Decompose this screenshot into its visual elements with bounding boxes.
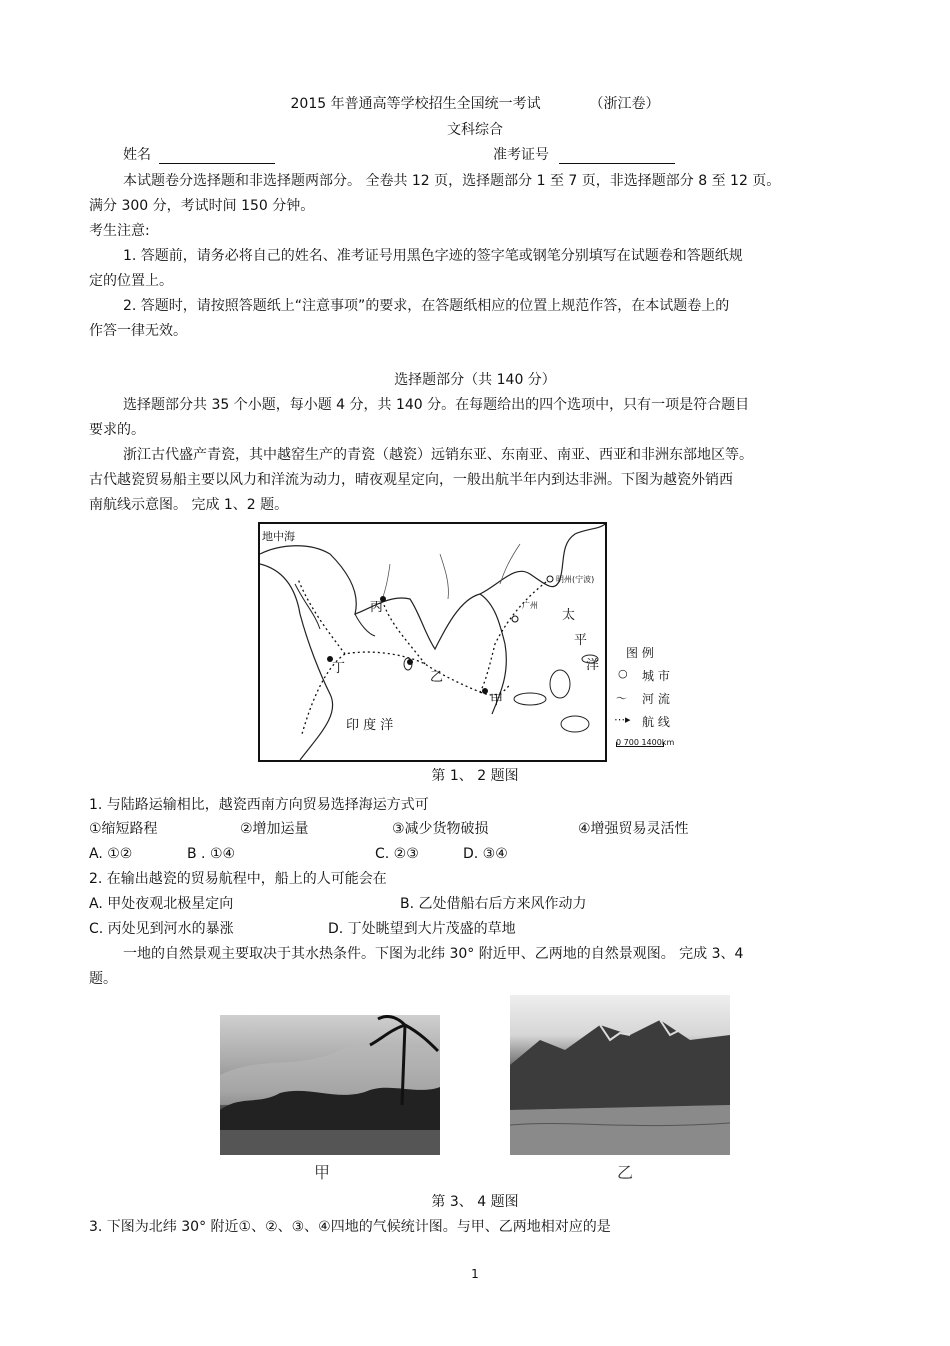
q1-option-4: ④增强贸易灵活性 (578, 821, 689, 837)
notice-1b: 定的位置上。 (89, 273, 173, 289)
q3-stem: 3. 下图为北纬 30° 附近①、②、③、④四地的气候统计图。与甲、乙两地相对应的是 (89, 1219, 611, 1235)
id-label: 准考证号 (493, 147, 549, 163)
q2-choice-b: B. 乙处借船右后方来风作动力 (400, 896, 587, 912)
label-indian-ocean: 印 度 洋 (346, 718, 394, 733)
label-jia: 甲 (490, 693, 504, 708)
route-gulf (383, 602, 425, 664)
label-guangzhou: 广州 (522, 601, 538, 610)
legend-route-icon: ⋯▸ (614, 713, 631, 726)
africa-coast (260, 564, 333, 760)
persian-gulf (355, 614, 375, 636)
intro-line-1: 本试题卷分选择题和非选择题两部分。 全卷共 12 页，选择题部分 1 至 7 页，非选择题部分 8 至 12 页。 (123, 173, 781, 189)
point-yi (407, 659, 413, 665)
passage1-c: 南航线示意图。 完成 1、2 题。 (89, 497, 289, 513)
photo-jia-drawing (220, 1015, 440, 1155)
q1-option-3: ③减少货物破损 (392, 821, 489, 837)
photo-jia-label: 甲 (314, 1163, 331, 1182)
section-desc-a: 选择题部分共 35 个小题，每小题 4 分，共 140 分。在每题给出的四个选项中，只有一项是符合题目 (123, 397, 750, 413)
photos-caption: 第 3、 4 题图 (431, 1194, 519, 1210)
city-guangzhou (512, 616, 518, 622)
q1-choice-a: A. ①② (89, 846, 133, 862)
island-3 (561, 716, 589, 732)
photo-yi-label: 乙 (617, 1163, 634, 1182)
photo-yi (510, 995, 730, 1155)
name-field (123, 146, 275, 164)
exam-title: 2015 年普通高等学校招生全国统一考试 (290, 96, 541, 112)
name-blank (159, 149, 275, 164)
q2-choice-c: C. 丙处见到河水的暴涨 (89, 921, 234, 937)
id-blank (559, 149, 675, 164)
notice-2a: 2. 答题时，请按照答题纸上“注意事项”的要求，在答题纸相应的位置上规范作答，在本试题卷上的 (123, 298, 730, 314)
city-mingzhou (547, 576, 553, 582)
island-2 (550, 670, 570, 698)
section-title: 选择题部分（共 140 分） (394, 372, 556, 388)
label-bing: 丙 (370, 600, 384, 615)
point-jia (482, 688, 488, 694)
exam-subject: 文科综合 (447, 122, 503, 138)
legend-city-icon: ○ (618, 667, 628, 680)
map-legend (612, 640, 702, 756)
id-field (493, 146, 675, 164)
river-2 (440, 554, 448, 599)
q1-option-1: ①缩短路程 (89, 821, 158, 837)
passage1-a: 浙江古代盛产青瓷，其中越窑生产的青瓷（越瓷）远销东亚、东南亚、南亚、西亚和非洲东部地区等。 (123, 447, 753, 463)
label-mediterranean: 地中海 (262, 530, 295, 543)
label-ding: 丁 (332, 661, 346, 676)
q1-choice-b: B . ①④ (187, 846, 236, 862)
label-pacific-1: 太 (562, 608, 576, 623)
passage2-b: 题。 (89, 971, 117, 987)
river-3 (500, 544, 520, 584)
q1-stem: 1. 与陆路运输相比，越瓷西南方向贸易选择海运方式可 (89, 797, 429, 813)
q1-choice-c: C. ②③ (375, 846, 419, 862)
label-mingzhou: 明州(宁波) (556, 575, 595, 584)
name-label: 姓名 (123, 147, 151, 163)
q2-stem: 2. 在输出越瓷的贸易航程中，船上的人可能会在 (89, 871, 387, 887)
passage2-a: 一地的自然景观主要取决于其水热条件。下图为北纬 30° 附近甲、乙两地的自然景观图。 完成 3、4 (123, 946, 744, 962)
legend-scale: 0 700 1400km (616, 738, 675, 747)
passage1-b: 古代越瓷贸易船主要以风力和洋流为动力，晴夜观星定向，一般出航半年内到达非洲。下图为越瓷外销西 (89, 472, 733, 488)
q2-choice-a: A. 甲处夜观北极星定向 (89, 896, 234, 912)
notice-2b: 作答一律无效。 (89, 323, 187, 339)
asia-coast (260, 546, 506, 714)
photo-yi-drawing (510, 995, 730, 1155)
intro-line-2: 满分 300 分，考试时间 150 分钟。 (89, 198, 315, 214)
legend-city: 城 市 (642, 669, 670, 683)
notice-1a: 1. 答题前，请务必将自己的姓名、准考证号用黑色字迹的签字笔或钢笔分别填写在试题卷和答题纸规 (123, 248, 743, 264)
exam-title-line (0, 95, 950, 113)
map-drawing (260, 524, 605, 760)
exam-province: （浙江卷） (589, 96, 660, 112)
island-1 (514, 693, 546, 705)
route-map (258, 522, 607, 762)
route-redsea (298, 579, 345, 654)
label-pacific-2: 平 (574, 633, 588, 648)
legend-route: 航 线 (642, 715, 670, 729)
notice-title: 考生注意: (89, 223, 150, 239)
photo-jia (220, 1015, 440, 1155)
page-number: 1 (471, 1267, 479, 1281)
label-yi: 乙 (430, 670, 444, 685)
legend-river: 河 流 (642, 692, 670, 706)
q1-choice-d: D. ③④ (463, 846, 508, 862)
legend-title: 图 例 (626, 646, 654, 660)
section-desc-b: 要求的。 (89, 422, 145, 438)
q2-choice-d: D. 丁处眺望到大片茂盛的草地 (328, 921, 516, 937)
legend-river-icon: ～ (616, 692, 627, 705)
q1-option-2: ②增加运量 (240, 821, 309, 837)
label-pacific-3: 洋 (586, 658, 600, 673)
map-caption: 第 1、 2 题图 (431, 768, 519, 784)
